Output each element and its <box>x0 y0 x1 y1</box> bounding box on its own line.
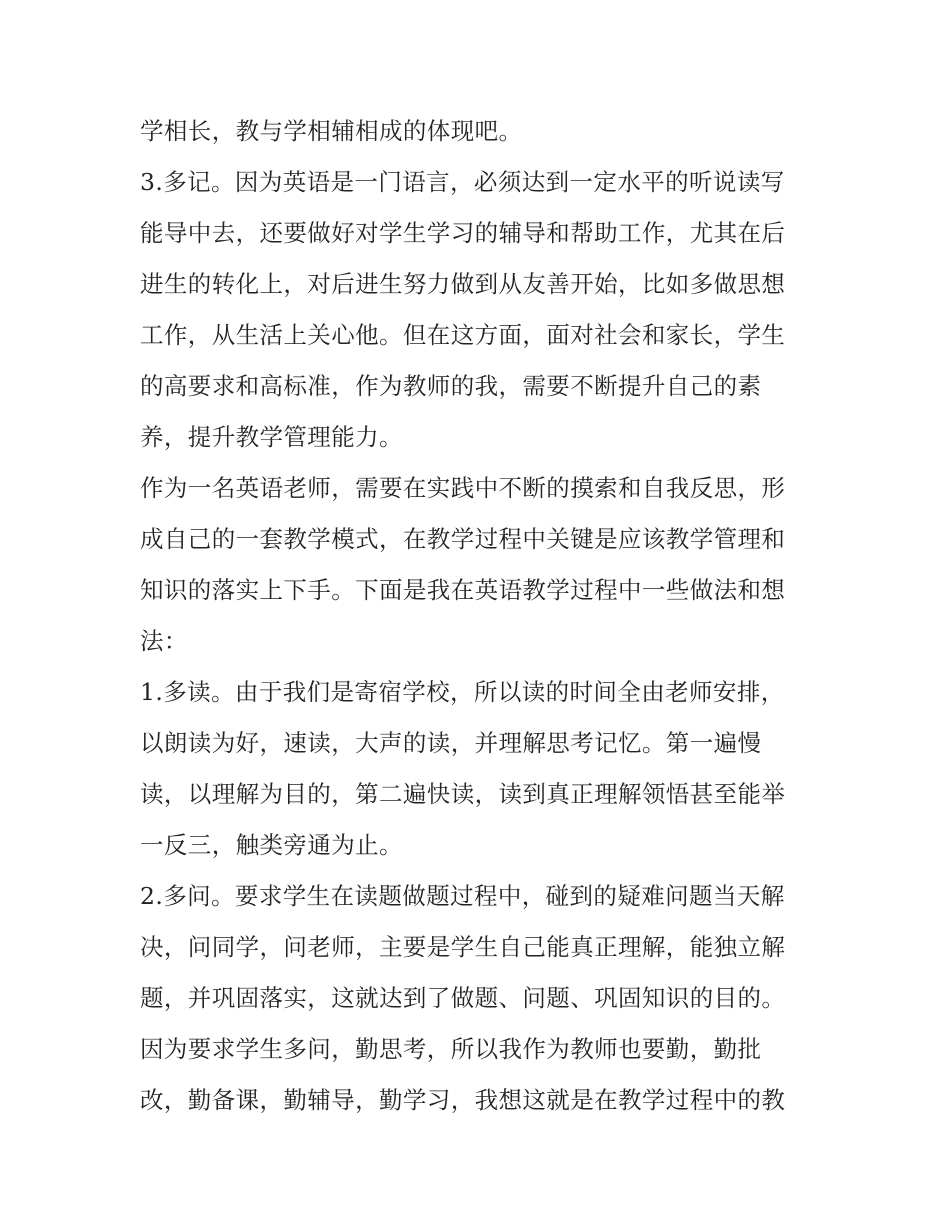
text-line: 改，勤备课，勤辅导，勤学习，我想这就是在教学过程中的教 <box>140 1086 786 1114</box>
text-line: 一反三，触类旁通为止。 <box>140 831 403 859</box>
text-line: 进生的转化上，对后进生努力做到从友善开始，比如多做思想 <box>140 270 786 298</box>
text-line: 工作，从生活上关心他。但在这方面，面对社会和家长，学生 <box>140 321 786 349</box>
text-line: 成自己的一套教学模式，在教学过程中关键是应该教学管理和 <box>140 525 786 553</box>
text-line: 3.多记。因为英语是一门语言，必须达到一定水平的听说读写 <box>140 168 785 196</box>
text-line: 因为要求学生多问，勤思考，所以我作为教师也要勤，勤批 <box>140 1035 762 1063</box>
text-line: 决，问同学，问老师，主要是学生自己能真正理解，能独立解 <box>140 933 786 961</box>
text-line: 1.多读。由于我们是寄宿学校，所以读的时间全由老师安排， <box>140 678 785 706</box>
text-line: 能导中去，还要做好对学生学习的辅导和帮助工作，尤其在后 <box>140 219 786 247</box>
text-line: 法： <box>140 627 188 655</box>
text-line: 学相长，教与学相辅相成的体现吧。 <box>140 117 523 145</box>
text-line: 2.多问。要求学生在读题做题过程中，碰到的疑难问题当天解 <box>140 882 785 910</box>
text-line: 养，提升教学管理能力。 <box>140 423 403 451</box>
text-line: 读，以理解为目的，第二遍快读，读到真正理解领悟甚至能举 <box>140 780 786 808</box>
text-line: 以朗读为好，速读，大声的读，并理解思考记忆。第一遍慢 <box>140 729 762 757</box>
text-line: 的高要求和高标准，作为教师的我，需要不断提升自己的素 <box>140 372 762 400</box>
text-line: 知识的落实上下手。下面是我在英语教学过程中一些做法和想 <box>140 576 786 604</box>
document-body <box>140 106 820 1126</box>
text-line: 题，并巩固落实，这就达到了做题、问题、巩固知识的目的。 <box>140 984 786 1012</box>
text-line: 作为一名英语老师，需要在实践中不断的摸索和自我反思，形 <box>140 474 786 502</box>
